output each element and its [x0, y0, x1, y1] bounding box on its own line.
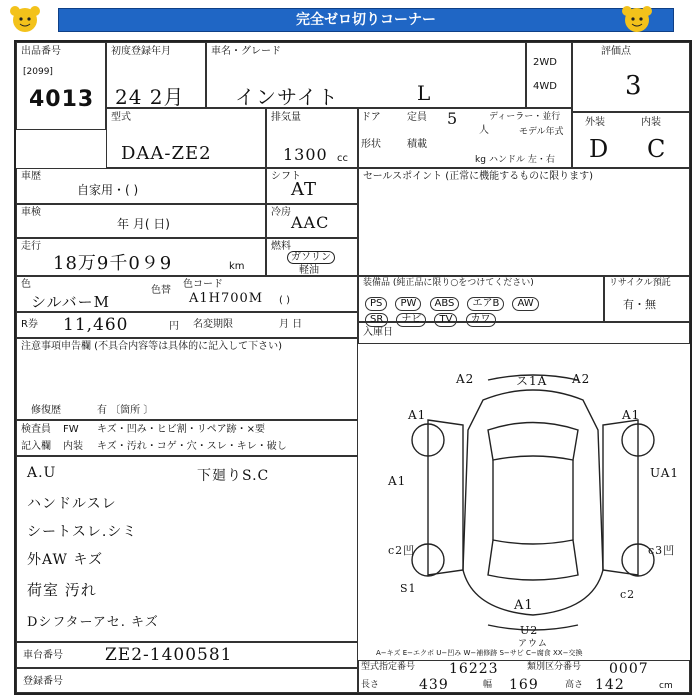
equip-sr: SR: [365, 313, 388, 327]
chassis-label: 車台番号: [23, 650, 63, 661]
sales-point-cell: [358, 168, 690, 276]
checks-row1-label: 検査員: [21, 424, 51, 435]
shift-value: AT: [291, 179, 318, 200]
mark-a1-front-right: A1: [622, 408, 641, 422]
name-value: インサイト: [235, 85, 339, 109]
checks-row1-left: FW: [63, 424, 79, 435]
dealer-label: ディーラー・並行: [489, 112, 561, 122]
usage-cell: [16, 168, 266, 204]
capacity-label: 定員: [407, 112, 427, 123]
color-code-label: 色替: [151, 285, 171, 296]
cert-value: 16223: [449, 661, 499, 677]
equip-pw: PW: [395, 297, 421, 311]
color-paren: ( ): [279, 295, 290, 306]
shift-cell: [266, 168, 358, 204]
checks-row1-text: キズ・凹み・ヒビ割・リペア跡・×要: [97, 424, 265, 435]
model-label: 型式: [111, 112, 131, 123]
interior-label: 内装: [641, 117, 661, 128]
score-label: 評価点: [601, 46, 631, 57]
mark-a1-rear: A1: [514, 598, 534, 613]
lot-label: 出品番号: [21, 46, 61, 57]
class-value: 0007: [609, 661, 649, 677]
doors-value: 5: [447, 109, 459, 128]
displacement-cell: [266, 108, 358, 168]
checks-row2-label: 記入欄: [21, 441, 51, 452]
price-value: 11,460: [63, 315, 129, 335]
condition-cell: [572, 112, 690, 168]
reg-cell: [106, 42, 206, 108]
color-cell: [16, 276, 358, 312]
bear-mascot-icon: [620, 4, 654, 34]
sales-point-label: セールスポイント (正常に機能するものに限ります): [363, 171, 594, 182]
lot-number: 4013: [29, 87, 95, 112]
arrival-cell: [358, 322, 690, 344]
remark-2: ハンドルスレ: [27, 496, 117, 512]
chassis-cell: [16, 642, 358, 668]
mark-c2-left: c2凹: [388, 544, 416, 557]
repair-value: 有 〔箇所 〕: [97, 405, 154, 416]
remark-1: A.U: [27, 465, 57, 481]
remark-6: Dシフターアセ. キズ: [27, 615, 159, 630]
modelyear-label: モデル年式: [519, 127, 564, 137]
displacement-value: 1300: [283, 145, 328, 164]
equip-aw: AW: [512, 297, 538, 311]
inspection-label: 車検: [21, 207, 41, 218]
equip-leather: カワ: [466, 313, 496, 327]
equip-abs: ABS: [430, 297, 460, 311]
exterior-value: D: [589, 135, 610, 163]
doors-cell: [358, 108, 572, 168]
load-label: 積載: [407, 139, 427, 150]
name-label: 車名・グレード: [211, 46, 281, 57]
repair-label: 修復歴: [31, 405, 61, 416]
remark-3: シートスレ.シミ: [27, 524, 138, 540]
price-label: R券: [21, 319, 38, 330]
height-value: 142: [595, 677, 625, 693]
mileage-cell: [16, 238, 266, 276]
fuel-value: ガソリン: [287, 251, 335, 264]
remark-5: 荷室 汚れ: [27, 581, 97, 599]
color-value: シルバーM: [31, 293, 110, 311]
recycle-cell: [604, 276, 690, 322]
checks-row2-text: キズ・汚れ・コゲ・穴・スレ・キレ・破し: [97, 441, 287, 452]
inspection-value: 年 月( 日): [117, 217, 170, 231]
handle-label: ハンドル 左・右: [489, 155, 555, 165]
mark-a2-left: A2: [456, 372, 475, 386]
lot-cell: [16, 42, 106, 130]
grade-value: L: [417, 81, 432, 105]
length-value: 439: [419, 677, 449, 693]
period-value: 月 日: [279, 319, 303, 330]
width-label: 幅: [483, 680, 493, 690]
fuel-cell: [266, 238, 358, 276]
mark-a2-right: A2: [572, 372, 591, 386]
capacity-unit: 人: [479, 125, 489, 136]
exterior-label: 外装: [585, 117, 605, 128]
length-label: 長さ: [361, 680, 380, 690]
doors-label: ドア: [361, 112, 381, 123]
score-cell: [572, 42, 690, 112]
usage-value: 自家用・( ): [77, 183, 139, 197]
auction-sheet: [14, 40, 692, 695]
model-cell: [106, 108, 266, 168]
reg-label: 初度登録年月: [111, 46, 171, 57]
equip-tv: TV: [434, 313, 457, 327]
mark-ua1-right: UA1: [650, 466, 680, 480]
load-unit: kg: [475, 155, 486, 165]
interior-value: C: [647, 135, 667, 163]
reg-value: 24 2月: [115, 85, 185, 109]
mark-s1: S1: [400, 582, 417, 595]
drive-4wd: 4WD: [533, 81, 557, 92]
width-value: 169: [509, 677, 539, 693]
shift-label: シフト: [271, 171, 301, 182]
lot-code: [2099]: [23, 67, 53, 77]
equip-navi: ナビ: [396, 313, 426, 327]
mark-a1-front-left: A1: [408, 408, 427, 422]
mark-bumper: アウム: [518, 639, 548, 649]
equip-ps: PS: [365, 297, 387, 311]
banner: [0, 0, 700, 38]
dimension-unit: cm: [659, 681, 673, 691]
registration-label: 登録番号: [23, 676, 63, 687]
cooler-cell: [266, 204, 358, 238]
price-unit: 円: [169, 321, 179, 332]
cert-label: 型式指定番号: [361, 662, 416, 672]
recycle-label: リサイクル預託: [609, 278, 671, 288]
price-cell: [16, 312, 358, 338]
recycle-value: 有・無: [623, 298, 656, 311]
mark-windshield: ス1A: [516, 374, 548, 388]
bottom-specs-cell: [358, 660, 690, 693]
cooler-value: AAC: [291, 213, 330, 232]
mileage-value: 18万9千0９9: [53, 253, 173, 274]
equip-airbag: エアB: [467, 297, 504, 311]
notes-label: 注意事項申告欄 (不具合内容等は具体的に記入して下さい): [21, 341, 282, 352]
remark-4: 外AW キズ: [27, 552, 104, 568]
mileage-label: 走行: [21, 241, 41, 252]
displacement-unit: cc: [337, 153, 348, 164]
drive-cell: [526, 42, 572, 108]
fuel-label: 燃料: [271, 241, 291, 252]
bear-mascot-icon: [8, 4, 42, 34]
usage-label: 車歴: [21, 171, 41, 182]
fuel-alt: 軽油: [299, 265, 319, 276]
class-label: 類別区分番号: [527, 662, 582, 672]
cooler-label: 冷房: [271, 207, 291, 218]
period-label: 名変期限: [193, 319, 233, 330]
inspection-cell: [16, 204, 266, 238]
shape-label: 形状: [361, 139, 381, 150]
registration-cell: [16, 668, 358, 693]
banner-title: 完全ゼロ切りコーナー: [58, 8, 674, 32]
displacement-label: 排気量: [271, 112, 301, 123]
score-value: 3: [625, 71, 643, 101]
mileage-unit: km: [229, 261, 245, 272]
color-code-label2: 色コード: [183, 279, 223, 290]
height-label: 高さ: [565, 680, 584, 690]
chassis-value: ZE2-1400581: [105, 645, 233, 665]
model-value: DAA-ZE2: [121, 143, 212, 164]
mark-a1-left-door: A1: [388, 474, 407, 488]
color-code-value: A1H700M: [189, 291, 264, 306]
damage-legend: A−キズ E−エクボ U−凹み W−補修跡 S−サビ C−腐食 XX−交換: [376, 649, 583, 657]
arrival-label: 入庫日: [363, 327, 393, 338]
equipment-label: 装備品 (純正品に限り○をつけてください): [363, 278, 534, 288]
notes-cell: [16, 338, 358, 420]
mark-c3-right: c3凹: [648, 544, 676, 557]
drive-2wd: 2WD: [533, 57, 557, 68]
equipment-cell: [358, 276, 604, 325]
remarks-cell: [16, 456, 358, 642]
checks-row2-left: 内装: [63, 441, 83, 452]
mark-u2: U2: [520, 624, 539, 637]
color-label: 色: [21, 279, 31, 290]
checks-cell: [16, 420, 358, 456]
remark-right: 下廻りS.C: [197, 468, 270, 484]
name-cell: [206, 42, 526, 108]
mark-c2-right: c2: [620, 588, 636, 601]
